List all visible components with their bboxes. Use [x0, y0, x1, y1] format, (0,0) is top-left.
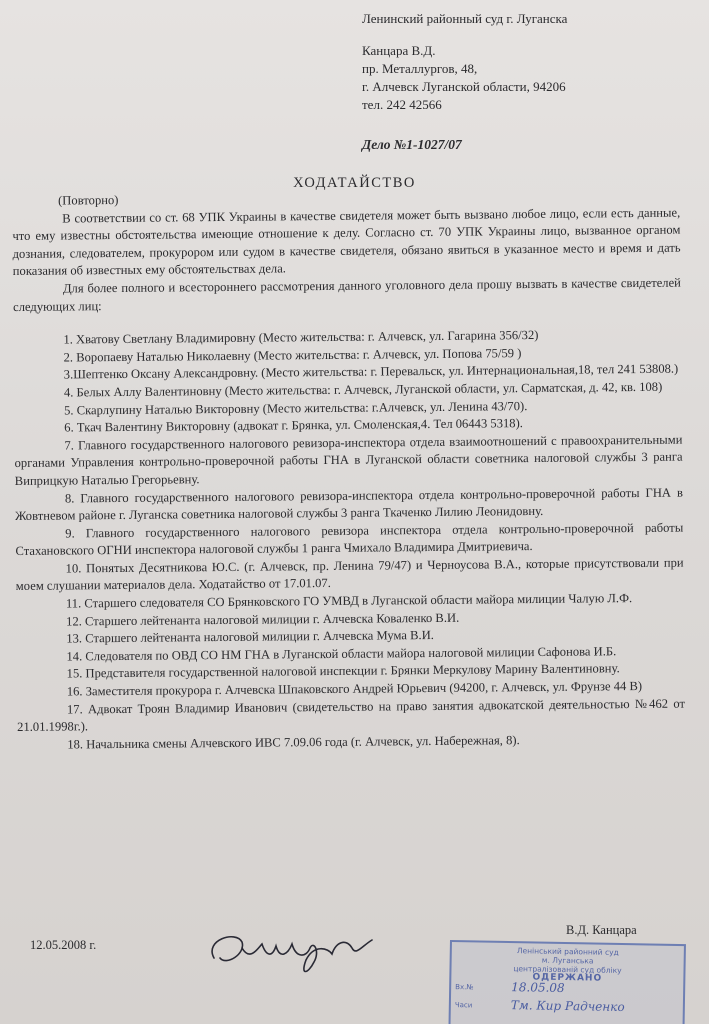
stamp-row-2-label: Часи	[454, 1001, 473, 1010]
stamp-line-1: Ленінський районний суд	[516, 946, 619, 957]
witness-item: 11. Старшего следователя СО Брянковского ГО УМВД в Луганской области майора милиции Чалую Л.Ф.	[65, 591, 633, 611]
sender-phone: тел. 242 42566	[362, 97, 442, 112]
witness-item: 9. Главного государственного налогового ревизора инспектора отдела контрольно-проверочной работы Стахановского ОГНИ инспектора налоговой службы 1 ранга Чмихало Владимира Дмитриевича.	[15, 520, 684, 559]
stamp-row-1-label: Вх.№	[455, 983, 474, 992]
witness-item: 12. Старшего лейтенанта налоговой милиции г. Алчевска Коваленко В.И.	[66, 610, 460, 629]
case-number: Дело №1-1027/07	[362, 137, 462, 152]
sender-name: Канцара В.Д.	[362, 43, 436, 58]
witness-item: 6. Ткач Валентину Викторовну (адвокат г. Брянка, ул. Смоленская,4. Тел 06443 5318).	[64, 416, 523, 435]
handwritten-signature	[196, 918, 396, 988]
witness-item: 3.Шептенко Оксану Александровну. (Место жительства: г. Перевальск, ул. Интернациональная,18, тел 241 53808.)	[63, 361, 679, 382]
witness-item: 8. Главного государственного налогового ревизора-инспектора отдела контрольно-проверочной работы ГНА в Жовтневом районе г. Луганска советника налоговой службы 3 ранга Ткаченко Лилию Леонидовну.	[15, 485, 683, 524]
repeat-note: (Повторно)	[58, 192, 119, 208]
witness-item: 14. Следователя по ОВД СО НМ ГНА в Луганской области майора налоговой милиции Сафонова И.Б.	[66, 644, 617, 664]
signatory-name: В.Д. Канцара	[566, 923, 637, 937]
witness-item: 10. Понятых Десятникова Ю.С. (г. Алчевск, пр. Ленина 79/47) и Черноусова В.А., которые присутствовали при моем слушании материалов дела. Ходатайство от 17.01.07.	[15, 555, 684, 594]
witness-item: 16. Заместителя прокурора г. Алчевска Шпаковского Андрей Юрьевич (94200, г. Алчевск, ул. Фрунзе 44 В)	[66, 679, 643, 699]
document-title: ХОДАТАЙСТВО	[293, 175, 416, 191]
witness-item: 18. Начальника смены Алчевского ИВС 7.09.06 года (г. Алчевск, ул. Набережная, 8).	[67, 732, 520, 752]
witness-item: 17. Адвокат Троян Владимир Иванович (свидетельство на право занятия адвокатской деятельностью №462 от 21.01.1998г.).	[17, 696, 685, 735]
request-paragraph: Для более полного и всестороннего рассмотрения данного уголовного дела прошу вызвать в качестве свидетелей следующих лиц:	[13, 275, 681, 314]
witness-item: 2. Воропаеву Наталью Николаевну (Место жительства: г. Алчевск, ул. Попова 75/59 )	[63, 345, 522, 365]
witness-item: 5. Скарлупину Наталью Викторовну (Место жительства: г.Алчевск, ул. Ленина 43/70).	[64, 398, 528, 418]
court-received-stamp	[448, 940, 685, 1024]
address-block	[362, 10, 567, 114]
witness-item: 13. Старшего лейтенанта налоговой милиции г. Алчевска Мума В.И.	[66, 628, 434, 646]
stamp-row-2	[451, 999, 683, 1021]
stamp-row-1-value: 18.05.08	[511, 980, 565, 996]
stamp-line-2: м. Луганська	[541, 955, 594, 966]
document-body	[12, 187, 685, 755]
stamp-received: ОДЕРЖАНО	[532, 972, 603, 984]
intro-paragraph: В соответствии со ст. 68 УПК Украины в качестве свидетеля может быть вызвано любое лицо, если есть данные, что ему известны обстоятельства имеющие отношение к делу. Согласно ст. 70 УПК Украины лицо, вызванное органом дознания, следователем, прокурором или судом в качестве свидетеля, обязано явиться в указанное место и время и дать показания об известных ему обстоятельствах дела.	[12, 205, 681, 279]
witness-item: 1. Хватову Светлану Владимировну (Место жительства: г. Алчевск, ул. Гагарина 356/32)	[63, 328, 539, 347]
sender-street: пр. Металлургов, 48,	[362, 61, 478, 76]
witness-item: 7. Главного государственного налогового ревизора-инспектора отдела взаимоотношений с правоохранительными органами Управления контрольно-проверочной работы ГНА в Луганской области советника налоговой службы 3 ранга Виприцкую Наталью Грегорьевну.	[14, 432, 683, 488]
sender-city: г. Алчевск Луганской области, 94206	[362, 79, 566, 94]
signature-date: 12.05.2008 г.	[30, 938, 97, 952]
witness-item: 4. Белых Аллу Валентиновну (Место жительства: г. Алчевск, Луганской области, ул. Сарматская, д. 42, кв. 108)	[63, 379, 663, 400]
court-name: Ленинский районный суд г. Луганска	[362, 11, 568, 26]
stamp-line-3: централізованій суд обліку	[513, 964, 622, 975]
stamp-row-2-value: Тм. Кир Радченко	[510, 998, 625, 1015]
witness-list	[13, 326, 685, 755]
witness-item: 15. Представителя государственной налоговой инспекции г. Брянки Меркулову Марину Валентиновну.	[66, 661, 620, 681]
